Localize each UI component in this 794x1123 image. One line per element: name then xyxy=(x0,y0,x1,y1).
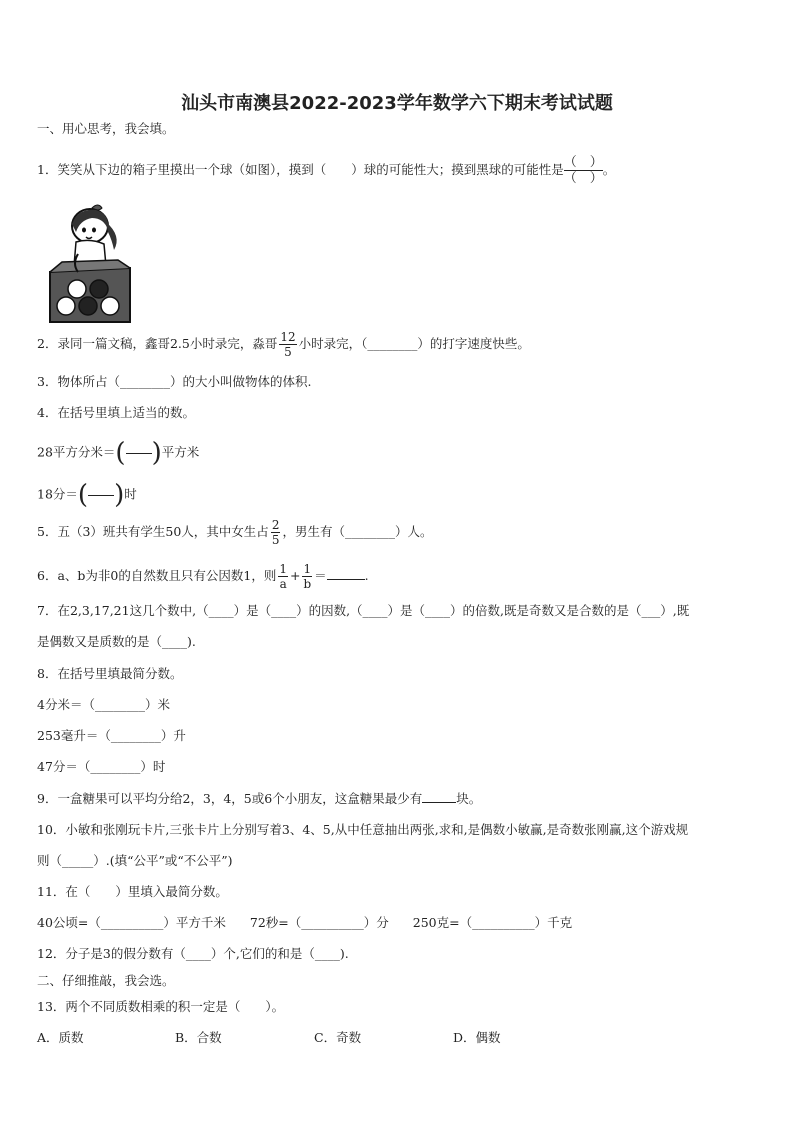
question-13-options xyxy=(37,1030,757,1046)
section-2-heading: 二、仔细推敲，我会选。 xyxy=(37,973,175,988)
question-2 xyxy=(37,330,530,359)
question-1-text: 1．笑笑从下边的箱子里摸出一个球（如图），摸到（ ）球的可能性大；摸到黑球的可能性是 xyxy=(37,162,564,177)
fraction-denominator: a xyxy=(279,577,287,591)
fraction-denominator: b xyxy=(303,577,312,591)
question-12: 12．分子是3的假分数有（____）个,它们的和是（____). xyxy=(37,946,349,961)
fraction-bar xyxy=(126,453,152,454)
question-4a-prefix: 28平方分米＝ xyxy=(37,444,116,460)
question-3: 3．物体所占（________）的大小叫做物体的体积. xyxy=(37,374,312,389)
question-4b xyxy=(37,482,137,508)
fraction-numerator: 1 xyxy=(279,562,287,576)
question-4a-suffix: 平方米 xyxy=(161,444,200,460)
question-4b-suffix: 时 xyxy=(124,486,137,502)
question-5-text-b: ，男生有（________）人。 xyxy=(282,524,433,539)
question-2-fraction xyxy=(279,330,296,359)
option-d[interactable]: D．偶数 xyxy=(453,1030,501,1045)
question-4a xyxy=(37,440,199,466)
question-9-text-b: 块。 xyxy=(456,791,482,806)
option-b[interactable]: B．合数 xyxy=(175,1030,222,1045)
fraction-bar xyxy=(88,495,114,496)
question-11: 11．在（ ）里填入最简分数。 xyxy=(37,884,228,899)
question-4b-prefix: 18分＝ xyxy=(37,486,78,502)
fraction-denominator: 5 xyxy=(284,345,292,359)
section-1-heading: 一、用心思考，我会填。 xyxy=(37,121,175,136)
question-2-text-a: 2．录同一篇文稿，鑫哥2.5小时录完，淼哥 xyxy=(37,336,278,351)
question-6-end: . xyxy=(364,568,369,583)
question-6-fraction-1 xyxy=(278,562,288,591)
question-5 xyxy=(37,518,432,547)
question-5-text-a: 5．五（3）班共有学生50人，其中女生占 xyxy=(37,524,269,539)
fraction-denominator: 5 xyxy=(271,533,280,547)
question-7-line-1: 7．在2,3,17,21这几个数中,（____）是（____）的因数,（____）是（____）的倍数,既是奇数又是合数的是（___）,既 xyxy=(37,603,690,618)
question-2-text-b: 小时录完，（________）的打字速度快些。 xyxy=(298,336,530,351)
question-8c: 47分＝（________）时 xyxy=(37,759,166,774)
equals-sign: ＝ xyxy=(314,568,327,583)
left-paren-icon: ( xyxy=(115,438,126,468)
option-c[interactable]: C．奇数 xyxy=(314,1030,362,1045)
question-6 xyxy=(37,562,369,591)
question-8b: 253毫升＝（________）升 xyxy=(37,728,186,743)
question-11b: 72秒=（__________）分 xyxy=(249,915,389,930)
fraction-numerator: 1 xyxy=(303,562,312,576)
question-5-fraction xyxy=(271,518,281,547)
question-6-text-a: 6．a、b为非0的自然数且只有公因数1，则 xyxy=(37,568,277,583)
question-10-line-1: 10．小敏和张刚玩卡片,三张卡片上分别写着3、4、5,从中任意抽出两张,求和,是偶数小敏赢,是奇数张刚赢,这个游戏规 xyxy=(37,822,689,837)
question-7-line-2: 是偶数又是质数的是（____). xyxy=(37,634,196,649)
fraction-numerator: 12 xyxy=(280,330,296,344)
question-11-parts xyxy=(37,915,572,931)
plus-sign: + xyxy=(289,568,301,583)
question-8a: 4分米＝（________）米 xyxy=(37,697,170,712)
question-1 xyxy=(37,155,615,186)
right-paren-icon: ) xyxy=(114,480,125,510)
question-6-fraction-2 xyxy=(302,562,312,591)
question-4: 4．在括号里填上适当的数。 xyxy=(37,405,195,420)
question-13: 13．两个不同质数相乘的积一定是（ ）。 xyxy=(37,999,285,1014)
right-paren-icon: ) xyxy=(151,438,162,468)
question-8: 8．在括号里填最简分数。 xyxy=(37,666,183,681)
answer-blank xyxy=(422,802,456,803)
question-11c: 250克=（__________）千克 xyxy=(412,915,573,930)
question-1-fraction-blank xyxy=(564,155,603,186)
fraction-bottom-blank: （ ） xyxy=(563,171,603,186)
question-10-line-2: 则（_____）.(填“公平”或“不公平”) xyxy=(37,853,233,868)
girl-with-ball-box-illustration xyxy=(48,202,132,324)
question-1-end: 。 xyxy=(602,162,616,177)
option-a[interactable]: A．质数 xyxy=(37,1030,84,1045)
page-title: 汕头市南澳县2022-2023学年数学六下期末考试试题 xyxy=(181,93,613,114)
question-11a: 40公顷=（__________）平方千米 xyxy=(37,915,226,930)
left-paren-icon: ( xyxy=(77,480,89,510)
question-9-text-a: 9．一盒糖果可以平均分给2，3，4，5或6个小朋友，这盒糖果最少有 xyxy=(37,791,423,806)
fraction-top-blank: （ ） xyxy=(563,155,603,170)
answer-blank xyxy=(327,579,365,580)
question-9 xyxy=(37,791,481,807)
fraction-numerator: 2 xyxy=(271,518,280,532)
